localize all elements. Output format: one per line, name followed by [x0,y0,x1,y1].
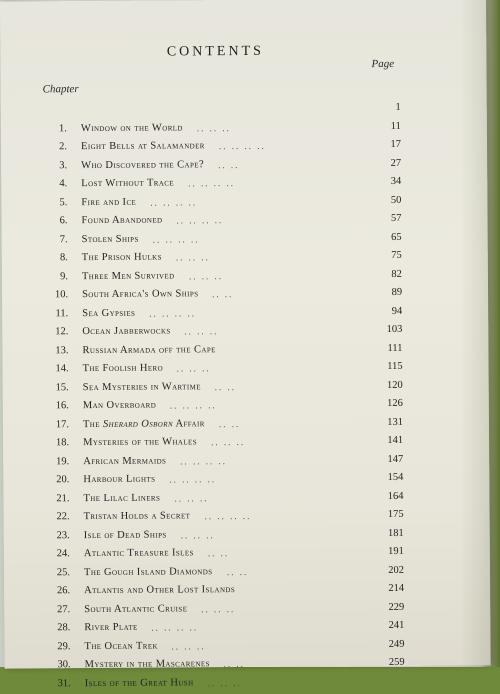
leader-dots: .. .. .. .. [150,192,353,212]
chapter-number: 21. [45,490,69,509]
chapter-number: 17. [45,416,69,435]
leader-dots: .. .. .. .. [188,173,353,193]
chapter-title: Eight Bells at Salamander [81,137,205,156]
page-number: 120 [363,376,403,395]
page-number: 175 [364,506,404,525]
chapter-number: 31. [47,675,71,694]
chapter-title: Isles of the Great Hush [85,674,194,693]
chapter-number: 10. [44,286,68,305]
leader-dots: .. .. .. [177,358,355,378]
leader-dots: .. .. .. .. [205,506,356,526]
chapter-number: 13. [44,342,68,361]
leader-dots: .. .. [212,284,354,303]
chapter-number: 18. [45,434,69,453]
leader-dots: .. .. .. .. [180,451,355,471]
chapter-title: The Lilac Liners [83,489,160,508]
chapter-number: 9. [44,268,68,287]
page-number: 241 [364,617,404,636]
page-number: 103 [362,321,402,340]
chapter-number: 20. [45,471,69,490]
leader-dots [95,99,353,101]
page-number: 17 [361,136,401,155]
chapter-title: Isle of Dead Ships [84,526,167,545]
chapter-number: 30. [47,656,71,675]
chapter-number: 4. [43,175,67,194]
page-number: 89 [362,284,402,303]
leader-dots: .. .. .. .. [149,303,354,323]
page-number: 214 [364,580,404,599]
chapter-column-label: Chapter [43,83,79,95]
chapter-title: Stolen Ships [82,230,139,249]
page-number: 11 [361,117,401,136]
chapter-title: The Ocean Trek [84,637,158,656]
leader-dots: .. .. .. .. [151,617,356,637]
leader-dots: .. .. .. [171,636,356,656]
chapter-title: The Gough Island Diamonds [84,563,213,582]
chapter-title: African Mermaids [83,452,166,471]
contents-row [5,672,491,694]
chapter-title-italic: Sherard Osborn [103,418,173,429]
chapter-title: Harbour Lights [83,471,155,490]
leader-dots: .. .. [215,377,355,396]
chapter-title: South Africa's Own Ships [82,285,199,304]
leader-dots: .. .. .. .. [169,469,355,489]
chapter-number: 29. [46,638,70,657]
page-number: 147 [363,450,403,469]
leader-dots: .. .. [218,155,353,174]
page-number: 229 [364,598,404,617]
leader-dots: .. .. .. .. [219,136,353,155]
leader-dots: .. .. .. .. [170,395,355,415]
leader-dots: .. .. .. [208,673,357,693]
leader-dots: .. .. .. [201,599,356,619]
chapter-title: Sea Mysteries in Wartime [83,378,201,397]
page-number: 249 [364,635,404,654]
chapter-number: 22. [46,508,70,527]
chapter-title: Ocean Jabberwocks [82,322,171,341]
chapter-title-part: Affair [173,418,205,429]
page-number: 75 [362,247,402,266]
leader-dots: .. .. .. [197,118,353,138]
page-number: 191 [364,543,404,562]
page-number: 50 [361,191,401,210]
leader-dots: .. .. [208,543,356,563]
page-number: 164 [363,487,403,506]
chapter-number: 25. [46,564,70,583]
chapter-number: 16. [45,397,69,416]
page-number: 131 [363,413,403,432]
page-number: 1 [361,99,401,118]
chapter-title: Atlantic Treasure Isles [84,544,194,563]
contents-list [1,98,491,693]
leader-dots: .. .. .. [211,432,355,452]
page-number: 259 [365,654,405,673]
chapter-title: Tristan Holds a Secret [84,507,191,526]
chapter-title: Fire and Ice [81,193,136,212]
chapter-title: Found Abandoned [81,212,162,231]
chapter-number: 8. [44,249,68,268]
chapter-number: 14. [45,360,69,379]
chapter-number: 26. [46,582,70,601]
chapter-title-part: The [83,418,103,429]
leader-dots: .. .. .. .. [176,210,353,230]
chapter-number: 7. [44,231,68,250]
page-column-label: Page [371,58,394,70]
leader-dots: .. .. .. [181,525,356,545]
chapter-number: 11. [44,305,68,324]
leader-dots: .. .. [227,562,356,581]
chapter-title: Who Discovered the Cape? [81,156,204,175]
chapter-title: South Atlantic Cruise [84,600,187,619]
page-number: 154 [363,469,403,488]
chapter-title: Atlantis and Other Lost Islands [84,581,235,601]
leader-dots: .. .. .. [189,266,354,286]
page-number: 141 [363,432,403,451]
chapter-title: The Prison Hulks [82,249,162,268]
chapter-number: 6. [43,212,67,231]
chapter-number: 2. [43,138,67,157]
leader-dots [249,580,356,581]
chapter-number: 28. [46,619,70,638]
page-number: 65 [362,228,402,247]
page-number: 202 [364,561,404,580]
leader-dots: .. .. .. [184,321,354,341]
leader-dots: .. .. [219,414,355,433]
page-number: 27 [361,154,401,173]
chapter-title: Mysteries of the Whales [83,433,197,452]
chapter-number: 12. [44,323,68,342]
chapter-title: The Foolish Hero [83,360,164,379]
page-number: 34 [361,173,401,192]
leader-dots: .. .. .. .. [153,229,354,249]
chapter-number: 3. [43,157,67,176]
leader-dots: .. .. [224,654,357,673]
chapter-number: 1. [43,120,67,139]
chapter-number: 23. [46,527,70,546]
chapter-title: Sea Gypsies [82,304,135,323]
chapter-title: Russian Armada off the Cape [82,341,215,360]
page-number: 111 [362,339,402,358]
chapter-number: 19. [45,453,69,472]
page-number: 57 [361,210,401,229]
leader-dots: .. .. .. [174,488,355,508]
page-number: 94 [362,302,402,321]
chapter-title: Man Overboard [83,397,156,416]
chapter-title [83,415,205,434]
page-title: CONTENTS [0,43,430,62]
chapter-title: Lost Without Trace [81,174,174,193]
page-number: 181 [364,524,404,543]
chapter-title: River Plate [84,619,137,638]
leader-dots: .. .. .. [176,247,354,267]
chapter-number: 15. [45,379,69,398]
chapter-number: 24. [46,545,70,564]
chapter-number: 27. [46,601,70,620]
page-number: 82 [362,265,402,284]
chapter-title: Mystery in the Mascarenes [85,655,210,674]
chapter-number: 5. [43,194,67,213]
chapter-title: Three Men Survived [82,267,175,286]
leader-dots [229,340,354,341]
page-number: 115 [363,358,403,377]
page-number: 126 [363,395,403,414]
chapter-title: Window on the World [81,119,183,138]
